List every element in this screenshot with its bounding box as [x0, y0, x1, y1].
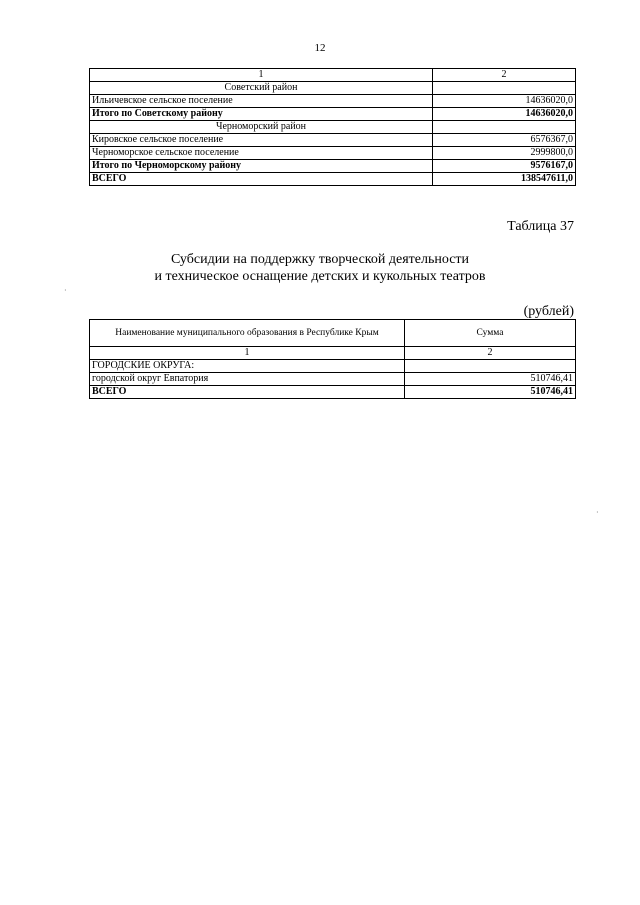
table-row: [90, 373, 576, 386]
row-value: 510746,41: [405, 373, 576, 386]
row-value: 14636020,0: [433, 95, 576, 108]
row-label: Итого по Черноморскому району: [90, 160, 433, 173]
scan-speck: ·: [64, 286, 67, 295]
header-name: Наименование муниципального образования в Республике Крым: [90, 320, 405, 347]
table-number-row: [90, 347, 576, 360]
row-value: 510746,41: [405, 386, 576, 399]
row-label: ГОРОДСКИЕ ОКРУГА:: [90, 360, 405, 373]
row-label: Кировское сельское поселение: [90, 134, 433, 147]
page-number: 12: [314, 42, 326, 54]
row-value: 138547611,0: [433, 173, 576, 186]
subsidy-table-continued: [89, 68, 576, 186]
table-total-row: [90, 108, 576, 121]
table-grand-total-row: [90, 386, 576, 399]
section-label: Черноморский район: [90, 121, 433, 134]
table-title: [0, 251, 640, 285]
row-value: 2999800,0: [433, 147, 576, 160]
column-number-2: 2: [433, 69, 576, 82]
table-section-row: [90, 121, 576, 134]
row-value: 14636020,0: [433, 108, 576, 121]
row-label: Итого по Советскому району: [90, 108, 433, 121]
row-label: городской округ Евпатория: [90, 373, 405, 386]
table-section-row: [90, 82, 576, 95]
column-number-2: 2: [405, 347, 576, 360]
table-section-row: [90, 360, 576, 373]
row-label: ВСЕГО: [90, 386, 405, 399]
table-row: [90, 134, 576, 147]
table-header-row: [90, 320, 576, 347]
title-line-1: Субсидии на поддержку творческой деятельности: [170, 252, 470, 267]
table-total-row: [90, 160, 576, 173]
scan-speck: ·: [596, 508, 599, 517]
row-value: [405, 360, 576, 373]
row-value: [433, 82, 576, 95]
table-header-row: [90, 69, 576, 82]
table-row: [90, 147, 576, 160]
table-row: [90, 95, 576, 108]
row-value: [433, 121, 576, 134]
units-label: (рублей): [523, 304, 574, 319]
row-label: Черноморское сельское поселение: [90, 147, 433, 160]
row-label: ВСЕГО: [90, 173, 433, 186]
table-grand-total-row: [90, 173, 576, 186]
column-number-1: 1: [90, 69, 433, 82]
row-label: Ильичевское сельское поселение: [90, 95, 433, 108]
title-line-2: и техническое оснащение детских и кукольных театров: [154, 269, 486, 284]
column-number-1: 1: [90, 347, 405, 360]
row-value: 9576167,0: [433, 160, 576, 173]
table-label: Таблица 37: [507, 219, 574, 234]
section-label: Советский район: [90, 82, 433, 95]
row-value: 6576367,0: [433, 134, 576, 147]
header-sum: Сумма: [405, 320, 576, 347]
theatre-subsidy-table: [89, 319, 576, 399]
